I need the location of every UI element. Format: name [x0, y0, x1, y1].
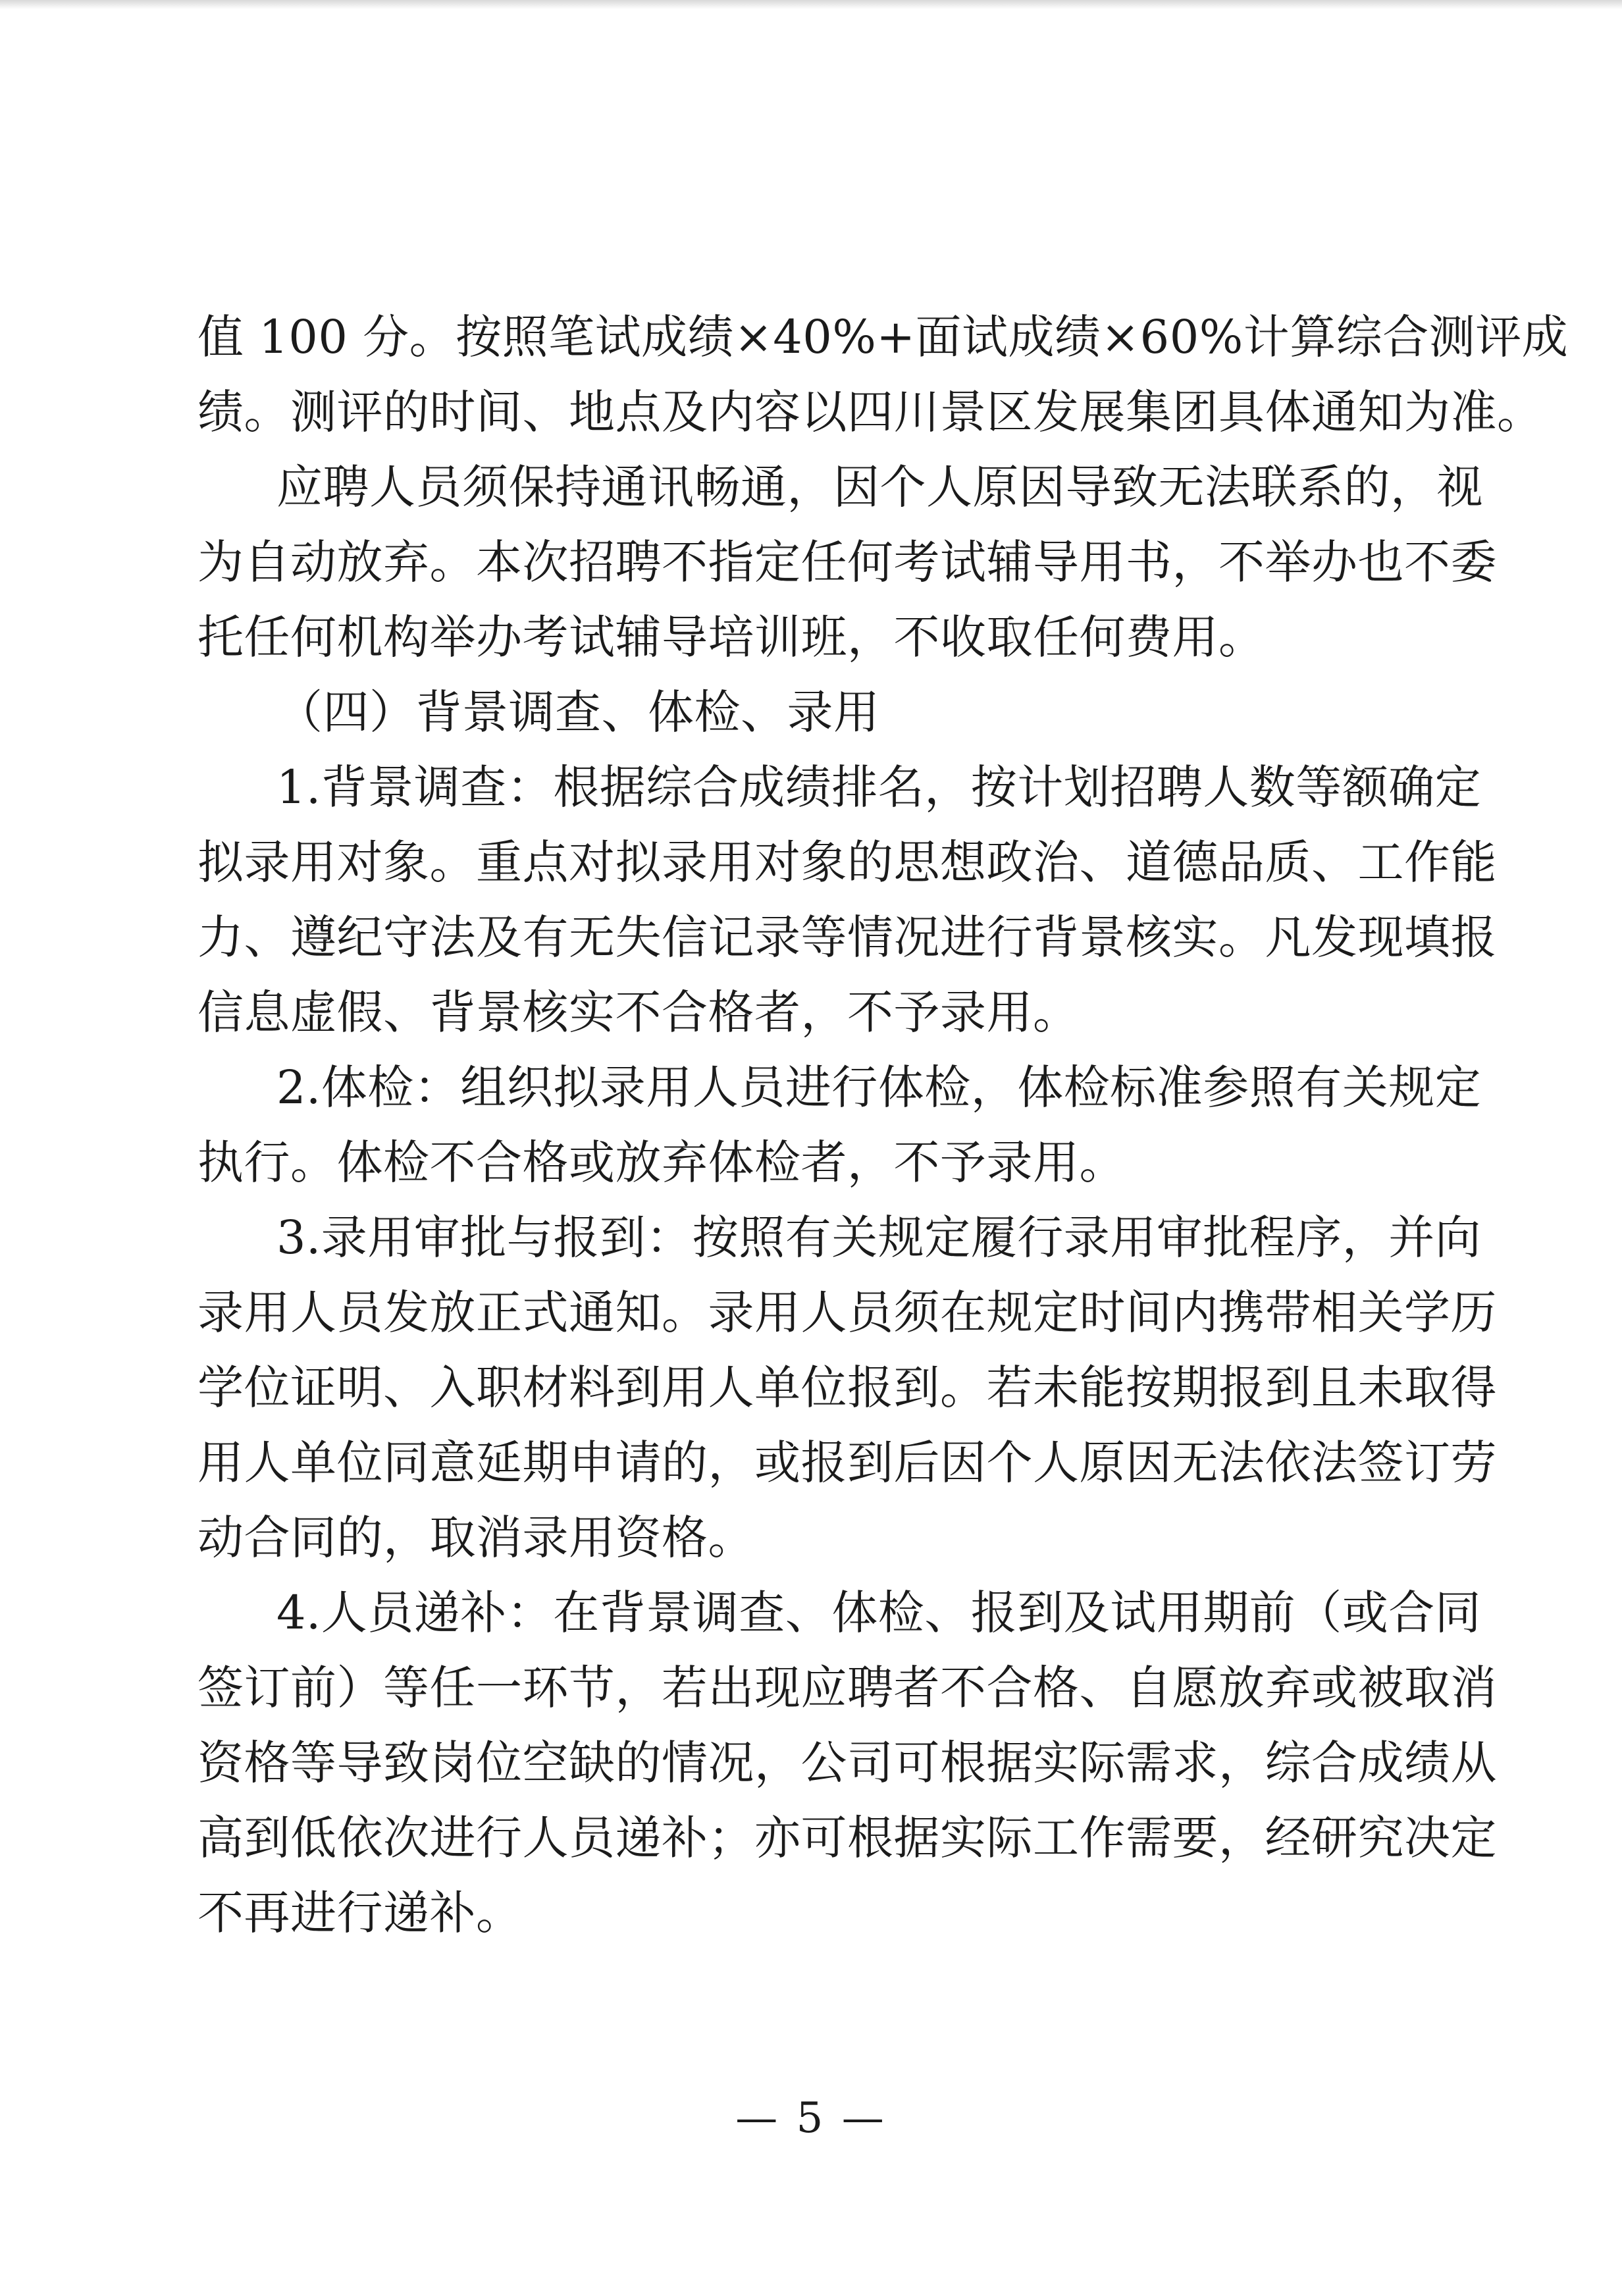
text-line: 拟录用对象。重点对拟录用对象的思想政治、道德品质、工作能 — [197, 835, 1497, 889]
text-line: 动合同的，取消录用资格。 — [197, 1511, 754, 1565]
text-line: 录用人员发放正式通知。录用人员须在规定时间内携带相关学历 — [197, 1286, 1497, 1340]
text-line: 1.背景调查：根据综合成绩排名，按计划招聘人数等额确定 — [276, 760, 1482, 814]
text-line: 3.录用审批与报到：按照有关规定履行录用审批程序，并向 — [276, 1211, 1482, 1265]
text-line: 绩。测评的时间、地点及内容以四川景区发展集团具体通知为准。 — [197, 385, 1544, 439]
page-number: — 5 — — [735, 2094, 887, 2143]
text-line: 学位证明、入职材料到用人单位报到。若未能按期报到且未取得 — [197, 1361, 1497, 1415]
text-line: 用人单位同意延期申请的，或报到后因个人原因无法依法签订劳 — [197, 1436, 1497, 1490]
text-line: 2.体检：组织拟录用人员进行体检，体检标准参照有关规定 — [276, 1060, 1482, 1114]
text-line: 值 100 分。按照笔试成绩×40%+面试成绩×60%计算综合测评成 — [197, 310, 1569, 364]
text-line: 签订前）等任一环节，若出现应聘者不合格、自愿放弃或被取消 — [197, 1661, 1497, 1715]
section-heading: （四）背景调查、体检、录用 — [276, 685, 880, 739]
document-body — [197, 300, 1569, 1950]
text-line: 力、遵纪守法及有无失信记录等情况进行背景核实。凡发现填报 — [197, 910, 1497, 964]
text-line: 应聘人员须保持通讯畅通，因个人原因导致无法联系的，视 — [276, 460, 1483, 514]
text-line: 信息虚假、背景核实不合格者，不予录用。 — [197, 985, 1080, 1039]
text-line: 资格等导致岗位空缺的情况，公司可根据实际需求，综合成绩从 — [197, 1736, 1497, 1790]
scan-edge — [0, 0, 1622, 9]
text-line: 高到低依次进行人员递补；亦可根据实际工作需要，经研究决定 — [197, 1811, 1497, 1865]
text-line: 执行。体检不合格或放弃体检者，不予录用。 — [197, 1135, 1126, 1189]
text-line: 不再进行递补。 — [197, 1886, 523, 1940]
text-line: 为自动放弃。本次招聘不指定任何考试辅导用书，不举办也不委 — [197, 535, 1497, 589]
text-line: 托任何机构举办考试辅导培训班，不收取任何费用。 — [197, 610, 1265, 664]
text-line: 4.人员递补：在背景调查、体检、报到及试用期前（或合同 — [276, 1586, 1482, 1640]
